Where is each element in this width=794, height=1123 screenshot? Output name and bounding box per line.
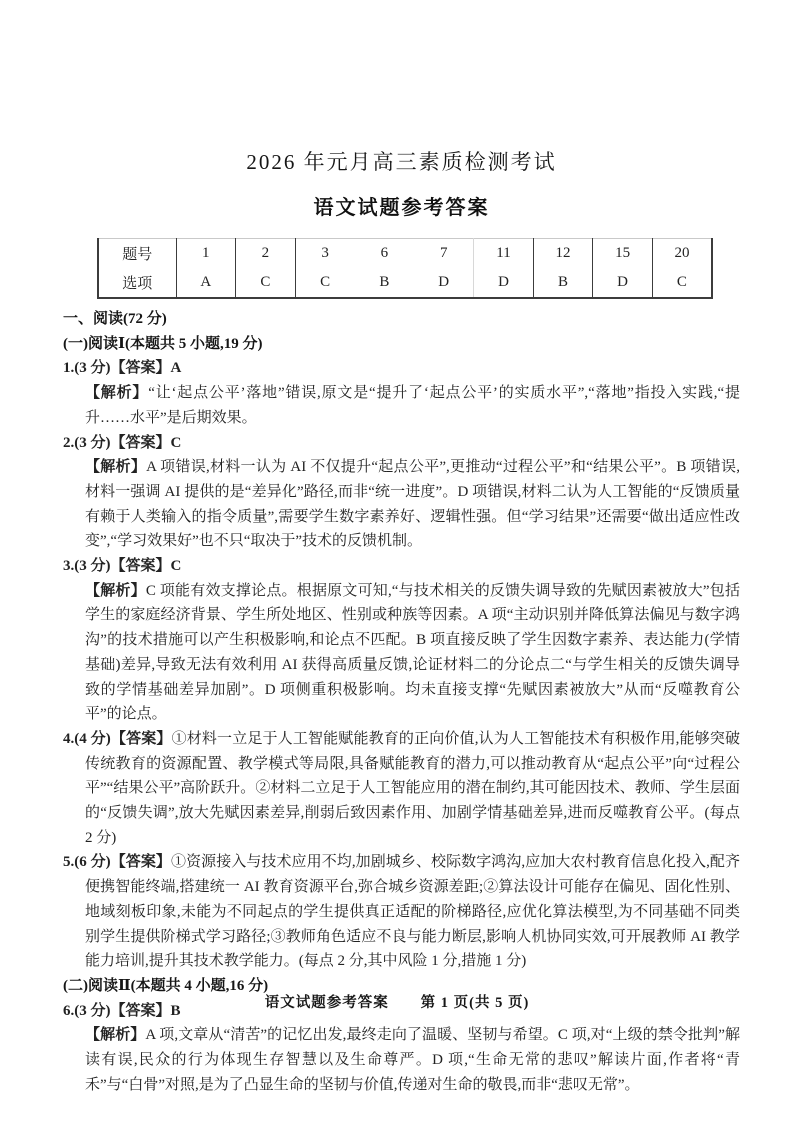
page-title: 2026 年元月高三素质检测考试 (246, 150, 557, 174)
item-4-answer (63, 727, 740, 851)
item-5-answer-text: ①资源接入与技术应用不均,加剧城乡、校际数字鸿沟,应加大农村教育信息化投入,配齐便携智能终端,搭建统一 AI 教育资源平台,弥合城乡资源差距;②算法设计可能存在偏见、固化性别、地域刻板印象,未能为不同起点的学生提供真正适配的阶梯路径,应优化算法模型,为不同基础不同类别学生提供阶梯式学习路径;③教师角色适应不良与能力断层,影响人机协同实效,可开展教师 AI 教学能力培训,提升其技术教学能力。(每点 2 分,其中风险 1 分,措施 1 分) (85, 854, 740, 970)
item-6-answer: B (170, 1002, 181, 1019)
row-header-option: 选项 (98, 268, 176, 298)
item-2-analysis-text: A 项错误,材料一认为 AI 不仅提升“起点公平”,更推动“过程公平”和“结果公平”。B 项错误,材料一强调 AI 提供的是“差异化”路径,而非“统一进度”。D 项错误,材料二认为人工智能的“反馈质量有赖于人类输入的指令质量”,需要学生数字素养好、逻辑性强。但“学习结果”还需要“做出适应性改变”,“学习效果好”也不只“取决于”技术的反馈机制。 (85, 459, 740, 550)
question-number-cell: 1 (176, 239, 236, 269)
item-4-prefix: 4.(4 分) (63, 730, 111, 747)
footer-document-title: 语文试题参考答案 (264, 995, 389, 1011)
item-1-prefix: 1.(3 分) (63, 360, 111, 377)
answer-table (97, 238, 713, 299)
question-number-cell: 6 (380, 245, 389, 261)
section-heading-reading: 一、阅读(72 分) (63, 311, 167, 327)
item-2-answer-line (63, 431, 740, 456)
question-number-row (98, 239, 712, 269)
item-5-answer (63, 850, 740, 974)
item-3-analysis-text: C 项能有效支撑论点。根据原文可知,“与技术相关的反馈失调导致的先赋因素被放大”包括学生的家庭经济背景、学生所处地区、性别或种族等因素。A 项“主动识别并降低算法偏见与数字鸿沟”的技术措施可以产生积极影响,和论点不匹配。B 项直接反映了学生因数字素养、表达能力(学情基础)差异,导致无法有效利用 AI 获得高质量反馈,论证材料二的分论点二“与学生相关的反馈失调导致的学情基础差异加剧”。D 项侧重积极影响。均未直接支撑“先赋因素被放大”从而“反噬教育公平”的论点。 (85, 582, 740, 723)
item-1-answer-line (63, 356, 740, 381)
row-header-question-number: 题号 (98, 239, 176, 269)
question-number-cell: 11 (474, 239, 534, 269)
answer-label: 【答案】 (110, 558, 171, 575)
footer-page-number: 第 1 页(共 5 页) (420, 995, 530, 1011)
option-row (98, 268, 712, 298)
item-1-analysis-text: “让‘起点公平’落地”错误,原文是“提升了‘起点公平’的实质水平”,“落地”指投入实践,“提升……水平”是后期效果。 (85, 385, 740, 426)
question-number-cell: 12 (533, 239, 593, 269)
item-1-answer: A (170, 360, 182, 377)
item-2-prefix: 2.(3 分) (63, 434, 111, 451)
option-cell: C (320, 274, 331, 290)
item-6-prefix: 6.(3 分) (63, 1002, 111, 1019)
answer-label: 【答案】 (110, 360, 171, 377)
item-3-prefix: 3.(3 分) (63, 558, 111, 575)
page-footer (0, 991, 794, 1012)
item-3-analysis (63, 579, 740, 727)
item-1-analysis (63, 381, 740, 430)
answer-content (63, 307, 740, 1098)
analysis-label: 【解析】 (85, 385, 149, 402)
answer-label: 【答案】 (110, 854, 171, 871)
analysis-label: 【解析】 (85, 459, 147, 476)
item-6-analysis (63, 1023, 740, 1097)
question-number-cell: 7 (414, 239, 474, 269)
question-number-cell: 15 (593, 239, 653, 269)
option-cell: C (676, 274, 687, 290)
item-2-answer: C (170, 434, 182, 451)
item-6-analysis-text: A 项,文章从“清苦”的记忆出发,最终走向了温暖、坚韧与希望。C 项,对“上级的禁令批判”解读有误,民众的行为体现生存智慧以及生命尊严。D 项,“生命无常的悲叹”解读片面,作者将“青禾”与“白骨”对照,是为了凸显生命的坚韧与价值,传递对生命的敬畏,而非“悲叹无常”。 (85, 1027, 740, 1093)
subsection-heading-reading-1: (一)阅读Ⅰ(本题共 5 小题,19 分) (63, 335, 263, 352)
analysis-label: 【解析】 (85, 582, 146, 599)
page-subtitle: 语文试题参考答案 (313, 197, 490, 219)
option-cell: C (236, 268, 296, 298)
answer-label: 【答案】 (110, 730, 172, 747)
answer-label: 【答案】 (110, 1002, 171, 1019)
question-number-cell: 2 (236, 239, 296, 269)
option-cell: B (533, 268, 593, 298)
item-2-analysis (63, 455, 740, 554)
option-cell: D (474, 268, 534, 298)
item-3-answer-line (63, 554, 740, 579)
item-5-prefix: 5.(6 分) (63, 854, 111, 871)
subsection-heading-reading-2: (二)阅读Ⅱ(本题共 4 小题,16 分) (63, 977, 269, 994)
question-number-cell: 3 (321, 245, 329, 261)
analysis-label: 【解析】 (85, 1027, 146, 1044)
item-4-answer-text: ①材料一立足于人工智能赋能教育的正向价值,认为人工智能技术有积极作用,能够突破传统教育的资源配置、教学模式等局限,具备赋能教育的潜力,可以推动教育从“起点公平”向“过程公平”“结果公平”高阶跃升。②材料二立足于人工智能应用的潜在制约,其可能因技术、教师、学生层面的“反馈失调”,放大先赋因素差异,削弱后致因素作用、加剧学情基础差异,进而反噬教育公平。(每点 2 分) (85, 730, 740, 846)
option-cell: B (379, 274, 390, 290)
option-cell: D (593, 268, 653, 298)
option-cell: A (176, 268, 236, 298)
item-3-answer: C (170, 558, 182, 575)
answer-label: 【答案】 (110, 434, 171, 451)
question-number-cell: 20 (674, 245, 690, 261)
exam-answer-sheet (63, 146, 740, 1098)
option-cell: D (414, 268, 474, 298)
